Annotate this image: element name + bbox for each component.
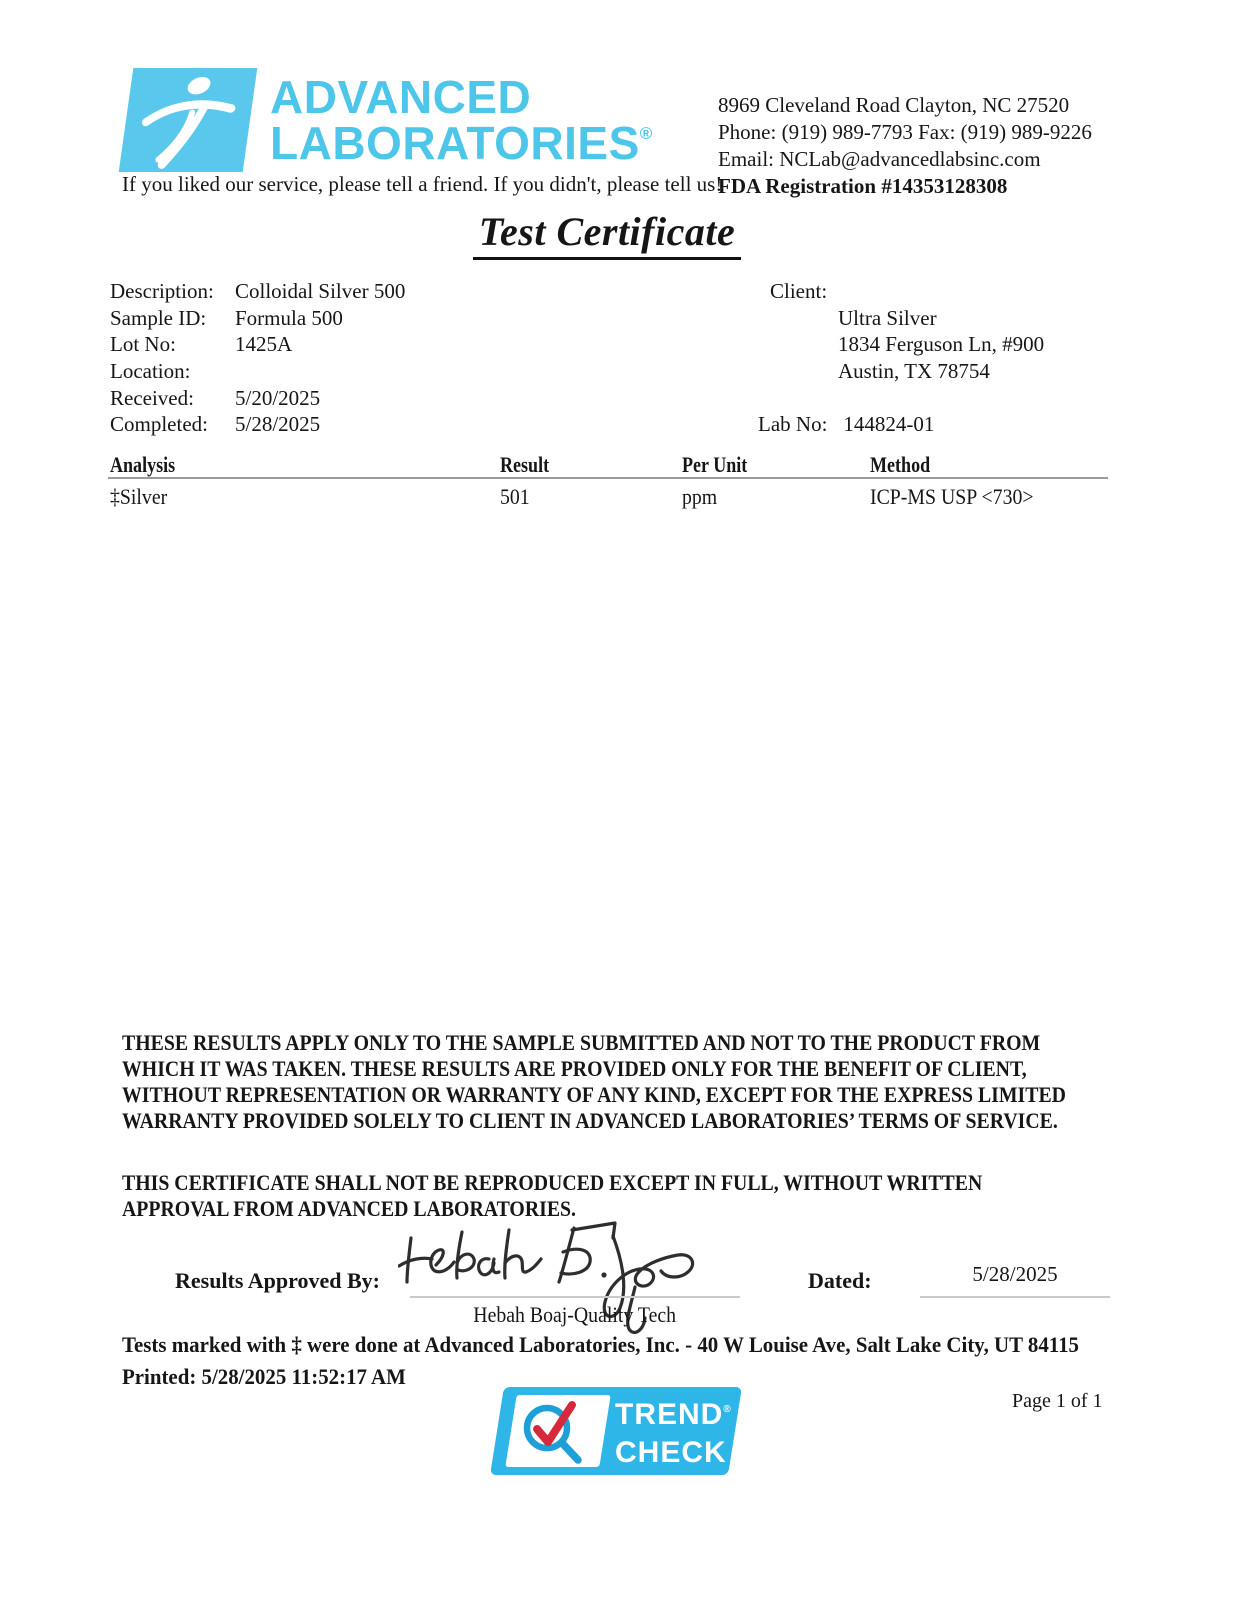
printed-timestamp: Printed: 5/28/2025 11:52:17 AM bbox=[122, 1364, 406, 1389]
info-label: Lot No: bbox=[110, 332, 176, 357]
trend-check-logo bbox=[497, 1387, 735, 1475]
signer-name: Hebah Boaj-Quality Tech bbox=[473, 1302, 677, 1327]
magnifier-check-icon bbox=[517, 1395, 595, 1467]
info-value: Colloidal Silver 500 bbox=[235, 279, 406, 303]
lab-logo bbox=[119, 68, 258, 172]
brand-line-1: ADVANCED bbox=[270, 71, 532, 123]
dated-value: 5/28/2025 bbox=[972, 1262, 1058, 1286]
brand-line-2: LABORATORIES® bbox=[270, 117, 653, 169]
disclaimer-line: THESE RESULTS APPLY ONLY TO THE SAMPLE SUBMITTED AND NOT TO THE PRODUCT FROM bbox=[122, 1030, 1041, 1055]
trend-check-text: TREND® CHECK bbox=[615, 1398, 732, 1469]
lab-no bbox=[758, 412, 934, 437]
disclaimer-line: APPROVAL FROM ADVANCED LABORATORIES. bbox=[122, 1196, 577, 1221]
client-address-1: 1834 Ferguson Ln, #900 bbox=[838, 332, 1045, 356]
info-row bbox=[110, 305, 405, 332]
client-label: Client: bbox=[770, 279, 828, 303]
table-cell-result: 501 bbox=[500, 484, 530, 509]
info-label: Sample ID: bbox=[110, 305, 207, 330]
tagline: If you liked our service, please tell a friend. If you didn't, please tell us! bbox=[122, 172, 723, 196]
sample-info bbox=[110, 278, 405, 438]
trend-registered-mark: ® bbox=[723, 1404, 732, 1415]
column-header-result: Result bbox=[500, 452, 550, 477]
info-value: Formula 500 bbox=[235, 305, 343, 330]
table-cell-analysis: ‡Silver bbox=[110, 484, 168, 509]
info-label: Received: bbox=[110, 385, 194, 410]
results-approved-by-label: Results Approved By: bbox=[175, 1268, 380, 1293]
info-label: Location: bbox=[110, 359, 191, 384]
info-value: 5/20/2025 bbox=[235, 385, 321, 410]
title-wrap bbox=[0, 208, 1214, 260]
table-cell-method: ICP-MS USP <730> bbox=[870, 484, 1034, 509]
contact-email: Email: NCLab@advancedlabsinc.com bbox=[718, 147, 1041, 171]
page-number: Page 1 of 1 bbox=[1012, 1390, 1103, 1412]
info-row bbox=[110, 411, 405, 438]
info-row bbox=[110, 331, 405, 358]
dated-label: Dated: bbox=[808, 1268, 872, 1293]
disclaimer-line: THIS CERTIFICATE SHALL NOT BE REPRODUCED EXCEPT IN FULL, WITHOUT WRITTEN bbox=[122, 1170, 983, 1195]
client-name: Ultra Silver bbox=[838, 305, 937, 330]
dated-line bbox=[920, 1296, 1110, 1298]
client-block bbox=[758, 278, 1044, 384]
signature-line bbox=[410, 1296, 740, 1298]
tests-note: Tests marked with ‡ were done at Advanced Laboratories, Inc. - 40 W Louise Ave, Salt Lake City, UT 84115 bbox=[122, 1332, 1080, 1357]
brand-name bbox=[270, 71, 653, 177]
info-row bbox=[110, 385, 405, 412]
info-label: Completed: bbox=[110, 412, 208, 437]
table-header-rule bbox=[108, 477, 1108, 479]
page-title: Test Certificate bbox=[473, 208, 741, 260]
person-figure-icon bbox=[119, 68, 258, 172]
info-row bbox=[110, 278, 405, 305]
info-label: Description: bbox=[110, 279, 214, 303]
registered-mark-icon: ® bbox=[639, 124, 653, 143]
lab-no-label: Lab No: bbox=[758, 412, 828, 436]
info-row bbox=[110, 358, 405, 385]
contact-address: 8969 Cleveland Road Clayton, NC 27520 bbox=[718, 93, 1070, 117]
lab-no-value: 144824-01 bbox=[843, 412, 935, 436]
column-header-analysis: Analysis bbox=[110, 452, 176, 477]
contact-fda-registration: FDA Registration #14353128308 bbox=[718, 174, 1008, 198]
contact-phone-fax: Phone: (919) 989-7793 Fax: (919) 989-9226 bbox=[718, 120, 1092, 144]
disclaimer-line: WITHOUT REPRESENTATION OR WARRANTY OF ANY KIND, EXCEPT FOR THE EXPRESS LIMITED bbox=[122, 1082, 1066, 1107]
disclaimer-line: WARRANTY PROVIDED SOLELY TO CLIENT IN ADVANCED LABORATORIES’ TERMS OF SERVICE. bbox=[122, 1108, 1058, 1133]
client-address-2: Austin, TX 78754 bbox=[838, 358, 990, 383]
info-value: 5/28/2025 bbox=[235, 412, 321, 437]
table-cell-per-unit: ppm bbox=[682, 484, 718, 509]
contact-block bbox=[718, 92, 1092, 200]
column-header-per-unit: Per Unit bbox=[682, 452, 748, 477]
disclaimer-line: WHICH IT WAS TAKEN. THESE RESULTS ARE PROVIDED ONLY FOR THE BENEFIT OF CLIENT, bbox=[122, 1056, 1027, 1081]
info-value: 1425A bbox=[235, 332, 293, 357]
column-header-method: Method bbox=[870, 452, 931, 477]
